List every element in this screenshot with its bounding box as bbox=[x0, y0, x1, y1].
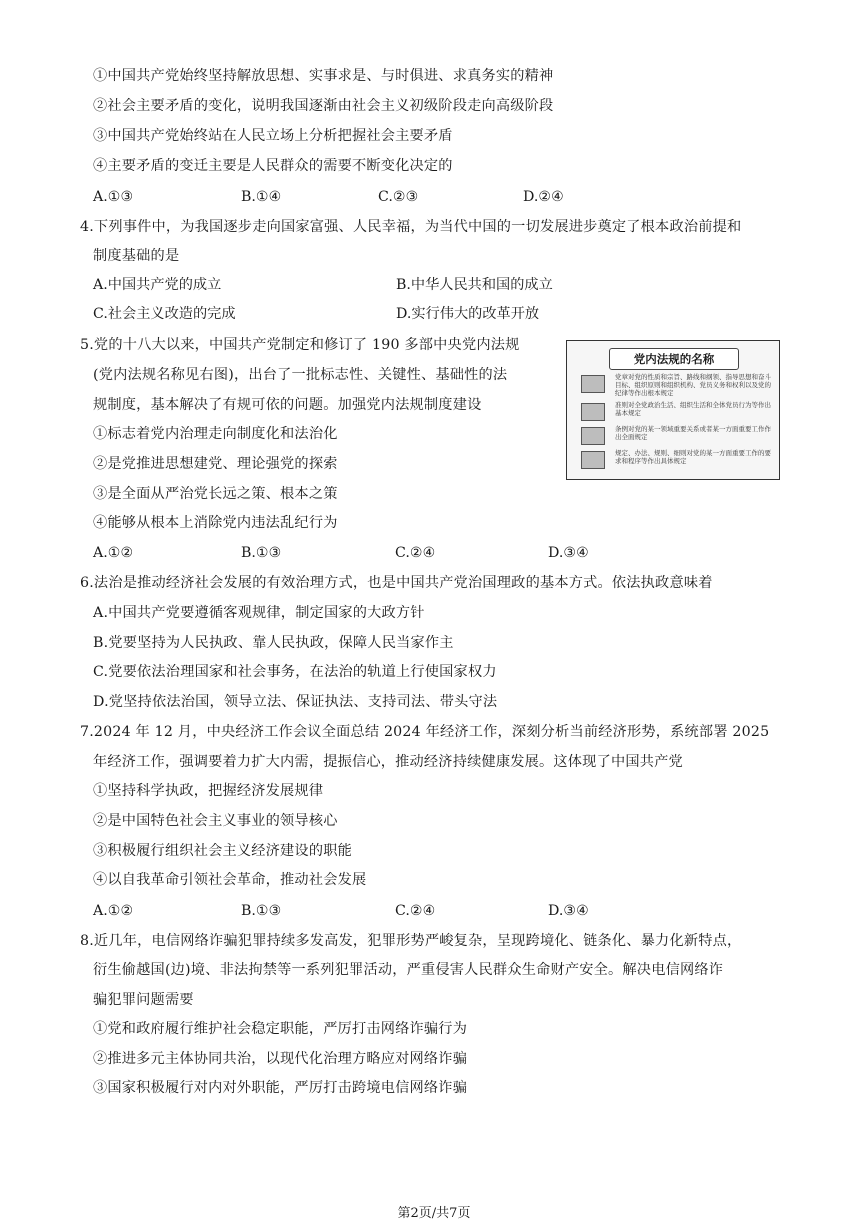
q7-item-1: ①坚持科学执政，把握经济发展规律 bbox=[93, 783, 324, 799]
q3-item-3: ③中国共产党始终站在人民立场上分析把握社会主要矛盾 bbox=[93, 128, 453, 144]
figure-title: 党内法规的名称 bbox=[609, 348, 739, 370]
q6-option-b: B.党要坚持为人民执政、靠人民执政，保障人民当家作主 bbox=[93, 635, 454, 651]
q5-item-4: ④能够从根本上消除党内违法乱纪行为 bbox=[93, 515, 338, 531]
q5-option-a: A.①② bbox=[93, 545, 134, 561]
q5-stem-line-3: 规制度，基本解决了有规可依的问题。加强党内法规制度建设 bbox=[93, 397, 482, 413]
q3-item-4: ④主要矛盾的变迁主要是人民群众的需要不断变化决定的 bbox=[93, 158, 453, 174]
q6-stem: 6.法治是推动经济社会发展的有效治理方式，也是中国共产党治国理政的基本方式。依法执政意味着 bbox=[80, 575, 713, 591]
q3-option-c: C.②③ bbox=[378, 189, 419, 205]
q7-stem-line-1: 7.2024 年 12 月，中央经济工作会议全面总结 2024 年经济工作，深刻分析当前经济形势，系统部署 2025 bbox=[80, 724, 770, 740]
q4-option-d: D.实行伟大的改革开放 bbox=[396, 306, 540, 322]
page-number: 第2页/共7页 bbox=[397, 1206, 471, 1221]
q3-item-1: ①中国共产党始终坚持解放思想、实事求是、与时俱进、求真务实的精神 bbox=[93, 68, 554, 84]
q8-item-2: ②推进多元主体协同共治，以现代化治理方略应对网络诈骗 bbox=[93, 1051, 468, 1067]
q4-stem-line-1: 4.下列事件中，为我国逐步走向国家富强、人民幸福，为当代中国的一切发展进步奠定了根本政治前提和 bbox=[80, 219, 742, 235]
document-icon bbox=[581, 403, 605, 421]
q6-option-c: C.党要依法治理国家和社会事务，在法治的轨道上行使国家权力 bbox=[93, 664, 497, 680]
party-regulations-figure bbox=[566, 340, 780, 480]
figure-row-text: 党章对党的性质和宗旨、路线和纲领、指导思想和奋斗目标、组织原则和组织机构、党员义务和权利以及党的纪律等作出根本规定 bbox=[615, 373, 771, 397]
q8-stem-line-2: 衍生偷越国(边)境、非法拘禁等一系列犯罪活动，严重侵害人民群众生命财产安全。解决电信网络诈 bbox=[93, 962, 724, 978]
q7-stem-line-2: 年经济工作，强调要着力扩大内需，提振信心，推动经济持续健康发展。这体现了中国共产党 bbox=[93, 754, 683, 770]
q4-stem-line-2: 制度基础的是 bbox=[93, 248, 180, 264]
q4-option-c: C.社会主义改造的完成 bbox=[93, 306, 236, 322]
q7-option-a: A.①② bbox=[93, 903, 134, 919]
q7-item-4: ④以自我革命引领社会革命，推动社会发展 bbox=[93, 872, 367, 888]
q6-option-d: D.党坚持依法治国，领导立法、保证执法、支持司法、带头守法 bbox=[93, 694, 498, 710]
book-icon bbox=[581, 375, 605, 393]
q5-item-3: ③是全面从严治党长远之策、根本之策 bbox=[93, 486, 338, 502]
q7-option-d: D.③④ bbox=[548, 903, 589, 919]
figure-row bbox=[575, 373, 773, 395]
q8-item-3: ③国家积极履行对内对外职能，严厉打击跨境电信网络诈骗 bbox=[93, 1080, 468, 1096]
q7-option-c: C.②④ bbox=[395, 903, 436, 919]
folder-icon bbox=[581, 451, 605, 469]
q5-option-d: D.③④ bbox=[548, 545, 589, 561]
figure-row bbox=[575, 449, 773, 471]
figure-row bbox=[575, 425, 773, 447]
q7-item-3: ③积极履行组织社会主义经济建设的职能 bbox=[93, 843, 352, 859]
figure-row bbox=[575, 401, 773, 423]
q4-option-a: A.中国共产党的成立 bbox=[93, 277, 222, 293]
q5-option-c: C.②④ bbox=[395, 545, 436, 561]
q5-stem-line-2: (党内法规名称见右图)，出台了一批标志性、关键性、基础性的法 bbox=[93, 367, 508, 383]
q3-option-b: B.①④ bbox=[241, 189, 282, 205]
figure-row-text: 规定、办法、规则、细则对党的某一方面重要工作的要求和程序等作出具体规定 bbox=[615, 449, 771, 465]
q3-item-2: ②社会主要矛盾的变化，说明我国逐渐由社会主义初级阶段走向高级阶段 bbox=[93, 98, 554, 114]
q8-stem-line-1: 8.近几年，电信网络诈骗犯罪持续多发高发，犯罪形势严峻复杂，呈现跨境化、链条化、暴力化新特点， bbox=[80, 933, 742, 949]
open-book-icon bbox=[581, 427, 605, 445]
q6-option-a: A.中国共产党要遵循客观规律，制定国家的大政方针 bbox=[93, 605, 425, 621]
q4-option-b: B.中华人民共和国的成立 bbox=[396, 277, 553, 293]
q7-item-2: ②是中国特色社会主义事业的领导核心 bbox=[93, 813, 338, 829]
q3-option-a: A.①③ bbox=[93, 189, 134, 205]
figure-row-text: 条例对党的某一领域重要关系或者某一方面重要工作作出全面规定 bbox=[615, 425, 771, 441]
q5-stem-line-1: 5.党的十八大以来，中国共产党制定和修订了 190 多部中央党内法规 bbox=[80, 337, 520, 353]
q3-option-d: D.②④ bbox=[523, 189, 564, 205]
q8-stem-line-3: 骗犯罪问题需要 bbox=[93, 992, 194, 1008]
q5-item-1: ①标志着党内治理走向制度化和法治化 bbox=[93, 426, 338, 442]
q8-item-1: ①党和政府履行维护社会稳定职能，严厉打击网络诈骗行为 bbox=[93, 1021, 468, 1037]
q7-option-b: B.①③ bbox=[241, 903, 282, 919]
q5-item-2: ②是党推进思想建党、理论强党的探索 bbox=[93, 456, 338, 472]
q5-option-b: B.①③ bbox=[241, 545, 282, 561]
figure-row-text: 准则对全党政治生活、组织生活和全体党员行为等作出基本规定 bbox=[615, 401, 771, 417]
